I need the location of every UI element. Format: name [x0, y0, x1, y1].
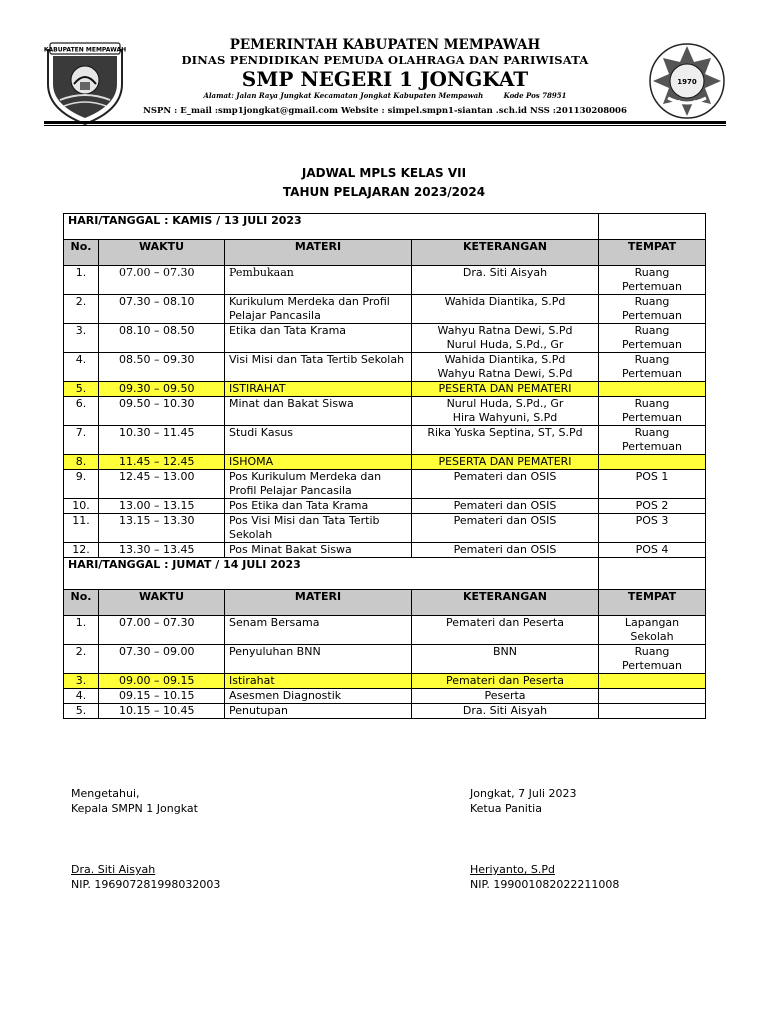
row-material: Pos Minat Bakat Siswa — [225, 543, 412, 558]
column-header-waktu: WAKTU — [99, 590, 225, 616]
row-description: Pemateri dan Peserta — [412, 674, 599, 689]
table-row — [64, 397, 706, 426]
row-material: Istirahat — [225, 674, 412, 689]
row-time: 07.00 – 07.30 — [99, 616, 225, 645]
row-time: 07.00 – 07.30 — [99, 266, 225, 295]
table-row — [64, 455, 706, 470]
row-material: ISHOMA — [225, 455, 412, 470]
committee-chair-name: Heriyanto, S.Pd — [470, 863, 555, 876]
row-time: 10.30 – 11.45 — [99, 426, 225, 455]
row-material: Etika dan Tata Krama — [225, 324, 412, 353]
row-material: Minat dan Bakat Siswa — [225, 397, 412, 426]
row-description: Dra. Siti Aisyah — [412, 704, 599, 719]
table-row — [64, 704, 706, 719]
letterhead-text — [134, 36, 636, 101]
row-material: Asesmen Diagnostik — [225, 689, 412, 704]
letterhead-rule-thin — [44, 125, 726, 126]
school-address — [134, 91, 636, 101]
headmaster-name: Dra. Siti Aisyah — [71, 863, 156, 876]
row-number: 9. — [64, 470, 99, 499]
address-text: Alamat: Jalan Raya Jungkat Kecamatan Jongkat Kabupaten Mempawah — [203, 91, 484, 100]
table-row — [64, 470, 706, 499]
row-place: Ruang Pertemuan — [599, 397, 706, 426]
row-time: 13.30 – 13.45 — [99, 543, 225, 558]
government-name: PEMERINTAH KABUPATEN MEMPAWAH — [229, 37, 541, 53]
table-row — [64, 295, 706, 324]
row-description: Pemateri dan OSIS — [412, 514, 599, 543]
headmaster-nip: NIP. 196907281998032003 — [71, 878, 221, 891]
title-line-2: TAHUN PELAJARAN 2023/2024 — [282, 185, 486, 199]
signature-left — [71, 786, 220, 892]
row-description: Wahida Diantika, S.Pd — [412, 295, 599, 324]
row-place: POS 1 — [599, 470, 706, 499]
row-material: Visi Misi dan Tata Tertib Sekolah — [225, 353, 412, 382]
row-time: 13.00 – 13.15 — [99, 499, 225, 514]
row-description: Peserta — [412, 689, 599, 704]
schedule-table-body — [64, 214, 706, 719]
document-title — [0, 164, 768, 202]
row-material: Penyuluhan BNN — [225, 645, 412, 674]
department-name: DINAS PENDIDIKAN PEMUDA OLAHRAGA DAN PARIWISATA — [181, 53, 589, 67]
day-date-label: HARI/TANGGAL : KAMIS / 13 JULI 2023 — [64, 214, 599, 240]
school-contact: NSPN : E_mail :smp1jongkat@gmail.com Website : simpel.smpn1-siantan .sch.id NSS :201130208006 — [143, 106, 627, 116]
svg-text:KABUPATEN MEMPAWAH: KABUPATEN MEMPAWAH — [44, 46, 126, 54]
row-place: Ruang Pertemuan — [599, 266, 706, 295]
acknowledged-label: Mengetahui, — [71, 787, 140, 800]
row-number: 3. — [64, 674, 99, 689]
column-header-no: No. — [64, 590, 99, 616]
row-number: 11. — [64, 514, 99, 543]
column-header-materi: MATERI — [225, 240, 412, 266]
row-number: 2. — [64, 295, 99, 324]
row-place: Ruang Pertemuan — [599, 295, 706, 324]
table-row — [64, 689, 706, 704]
row-material: Pos Visi Misi dan Tata Tertib Sekolah — [225, 514, 412, 543]
table-row — [64, 514, 706, 543]
row-place — [599, 455, 706, 470]
row-number: 2. — [64, 645, 99, 674]
row-time: 12.45 – 13.00 — [99, 470, 225, 499]
table-row — [64, 382, 706, 397]
row-number: 12. — [64, 543, 99, 558]
row-place: Ruang Pertemuan — [599, 353, 706, 382]
row-place: Ruang Pertemuan — [599, 426, 706, 455]
column-header-waktu: WAKTU — [99, 240, 225, 266]
schedule-table — [63, 213, 706, 719]
row-description: Pemateri dan Peserta — [412, 616, 599, 645]
column-header-no: No. — [64, 240, 99, 266]
row-place — [599, 382, 706, 397]
table-row — [64, 645, 706, 674]
row-material: ISTIRAHAT — [225, 382, 412, 397]
row-place: Ruang Pertemuan — [599, 324, 706, 353]
row-time: 11.45 – 12.45 — [99, 455, 225, 470]
row-time: 09.15 – 10.15 — [99, 689, 225, 704]
row-description: BNN — [412, 645, 599, 674]
row-time: 08.10 – 08.50 — [99, 324, 225, 353]
committee-chair-title: Ketua Panitia — [470, 802, 542, 815]
row-number: 6. — [64, 397, 99, 426]
row-material: Studi Kasus — [225, 426, 412, 455]
column-header-tempat: TEMPAT — [599, 590, 706, 616]
row-description: Wahida Diantika, S.Pd Wahyu Ratna Dewi, S.Pd — [412, 353, 599, 382]
row-place — [599, 704, 706, 719]
row-material: Penutupan — [225, 704, 412, 719]
row-description: PESERTA DAN PEMATERI — [412, 455, 599, 470]
signature-right — [470, 786, 619, 892]
column-header-keterangan: KETERANGAN — [412, 590, 599, 616]
row-time: 13.15 – 13.30 — [99, 514, 225, 543]
row-time: 10.15 – 10.45 — [99, 704, 225, 719]
row-material: Pembukaan — [225, 266, 412, 295]
table-row — [64, 324, 706, 353]
table-row — [64, 543, 706, 558]
row-number: 5. — [64, 704, 99, 719]
row-time: 07.30 – 09.00 — [99, 645, 225, 674]
table-row — [64, 674, 706, 689]
row-place: POS 3 — [599, 514, 706, 543]
table-row — [64, 353, 706, 382]
column-header-materi: MATERI — [225, 590, 412, 616]
row-description: Pemateri dan OSIS — [412, 499, 599, 514]
row-time: 09.00 – 09.15 — [99, 674, 225, 689]
day-date-label: HARI/TANGGAL : JUMAT / 14 JULI 2023 — [64, 558, 599, 590]
letterhead-rule-thick — [44, 121, 726, 124]
day-header-empty-cell — [599, 558, 706, 590]
place-date: Jongkat, 7 Juli 2023 — [470, 787, 577, 800]
row-place — [599, 674, 706, 689]
table-row — [64, 426, 706, 455]
row-description: PESERTA DAN PEMATERI — [412, 382, 599, 397]
column-header-keterangan: KETERANGAN — [412, 240, 599, 266]
title-line-1: JADWAL MPLS KELAS VII — [301, 166, 467, 180]
row-material: Senam Bersama — [225, 616, 412, 645]
row-material: Pos Kurikulum Merdeka dan Profil Pelajar Pancasila — [225, 470, 412, 499]
row-description: Dra. Siti Aisyah — [412, 266, 599, 295]
row-number: 1. — [64, 266, 99, 295]
day-header-empty-cell — [599, 214, 706, 240]
column-header-tempat: TEMPAT — [599, 240, 706, 266]
postal-code: Kode Pos 78951 — [503, 91, 567, 100]
row-time: 09.50 – 10.30 — [99, 397, 225, 426]
day-header-row — [64, 558, 706, 590]
row-number: 8. — [64, 455, 99, 470]
row-number: 4. — [64, 689, 99, 704]
svg-text:1970: 1970 — [677, 78, 697, 86]
row-description: Pemateri dan OSIS — [412, 470, 599, 499]
row-description: Rika Yuska Septina, ST, S.Pd — [412, 426, 599, 455]
row-time: 07.30 – 08.10 — [99, 295, 225, 324]
row-number: 5. — [64, 382, 99, 397]
row-number: 3. — [64, 324, 99, 353]
row-place — [599, 689, 706, 704]
table-row — [64, 266, 706, 295]
row-place: POS 4 — [599, 543, 706, 558]
row-place: Lapangan Sekolah — [599, 616, 706, 645]
row-time: 08.50 – 09.30 — [99, 353, 225, 382]
column-header-row — [64, 240, 706, 266]
row-place: POS 2 — [599, 499, 706, 514]
row-number: 4. — [64, 353, 99, 382]
row-description: Nurul Huda, S.Pd., Gr Hira Wahyuni, S.Pd — [412, 397, 599, 426]
committee-chair-nip: NIP. 199001082022211008 — [470, 878, 620, 891]
row-description: Wahyu Ratna Dewi, S.Pd Nurul Huda, S.Pd., Gr — [412, 324, 599, 353]
row-number: 1. — [64, 616, 99, 645]
row-description: Pemateri dan OSIS — [412, 543, 599, 558]
row-place: Ruang Pertemuan — [599, 645, 706, 674]
row-material: Kurikulum Merdeka dan Profil Pelajar Pancasila — [225, 295, 412, 324]
headmaster-title: Kepala SMPN 1 Jongkat — [71, 802, 198, 815]
table-row — [64, 616, 706, 645]
row-number: 10. — [64, 499, 99, 514]
row-material: Pos Etika dan Tata Krama — [225, 499, 412, 514]
day-header-row — [64, 214, 706, 240]
row-time: 09.30 – 09.50 — [99, 382, 225, 397]
column-header-row — [64, 590, 706, 616]
row-number: 7. — [64, 426, 99, 455]
table-row — [64, 499, 706, 514]
school-name: SMP NEGERI 1 JONGKAT — [241, 67, 529, 91]
